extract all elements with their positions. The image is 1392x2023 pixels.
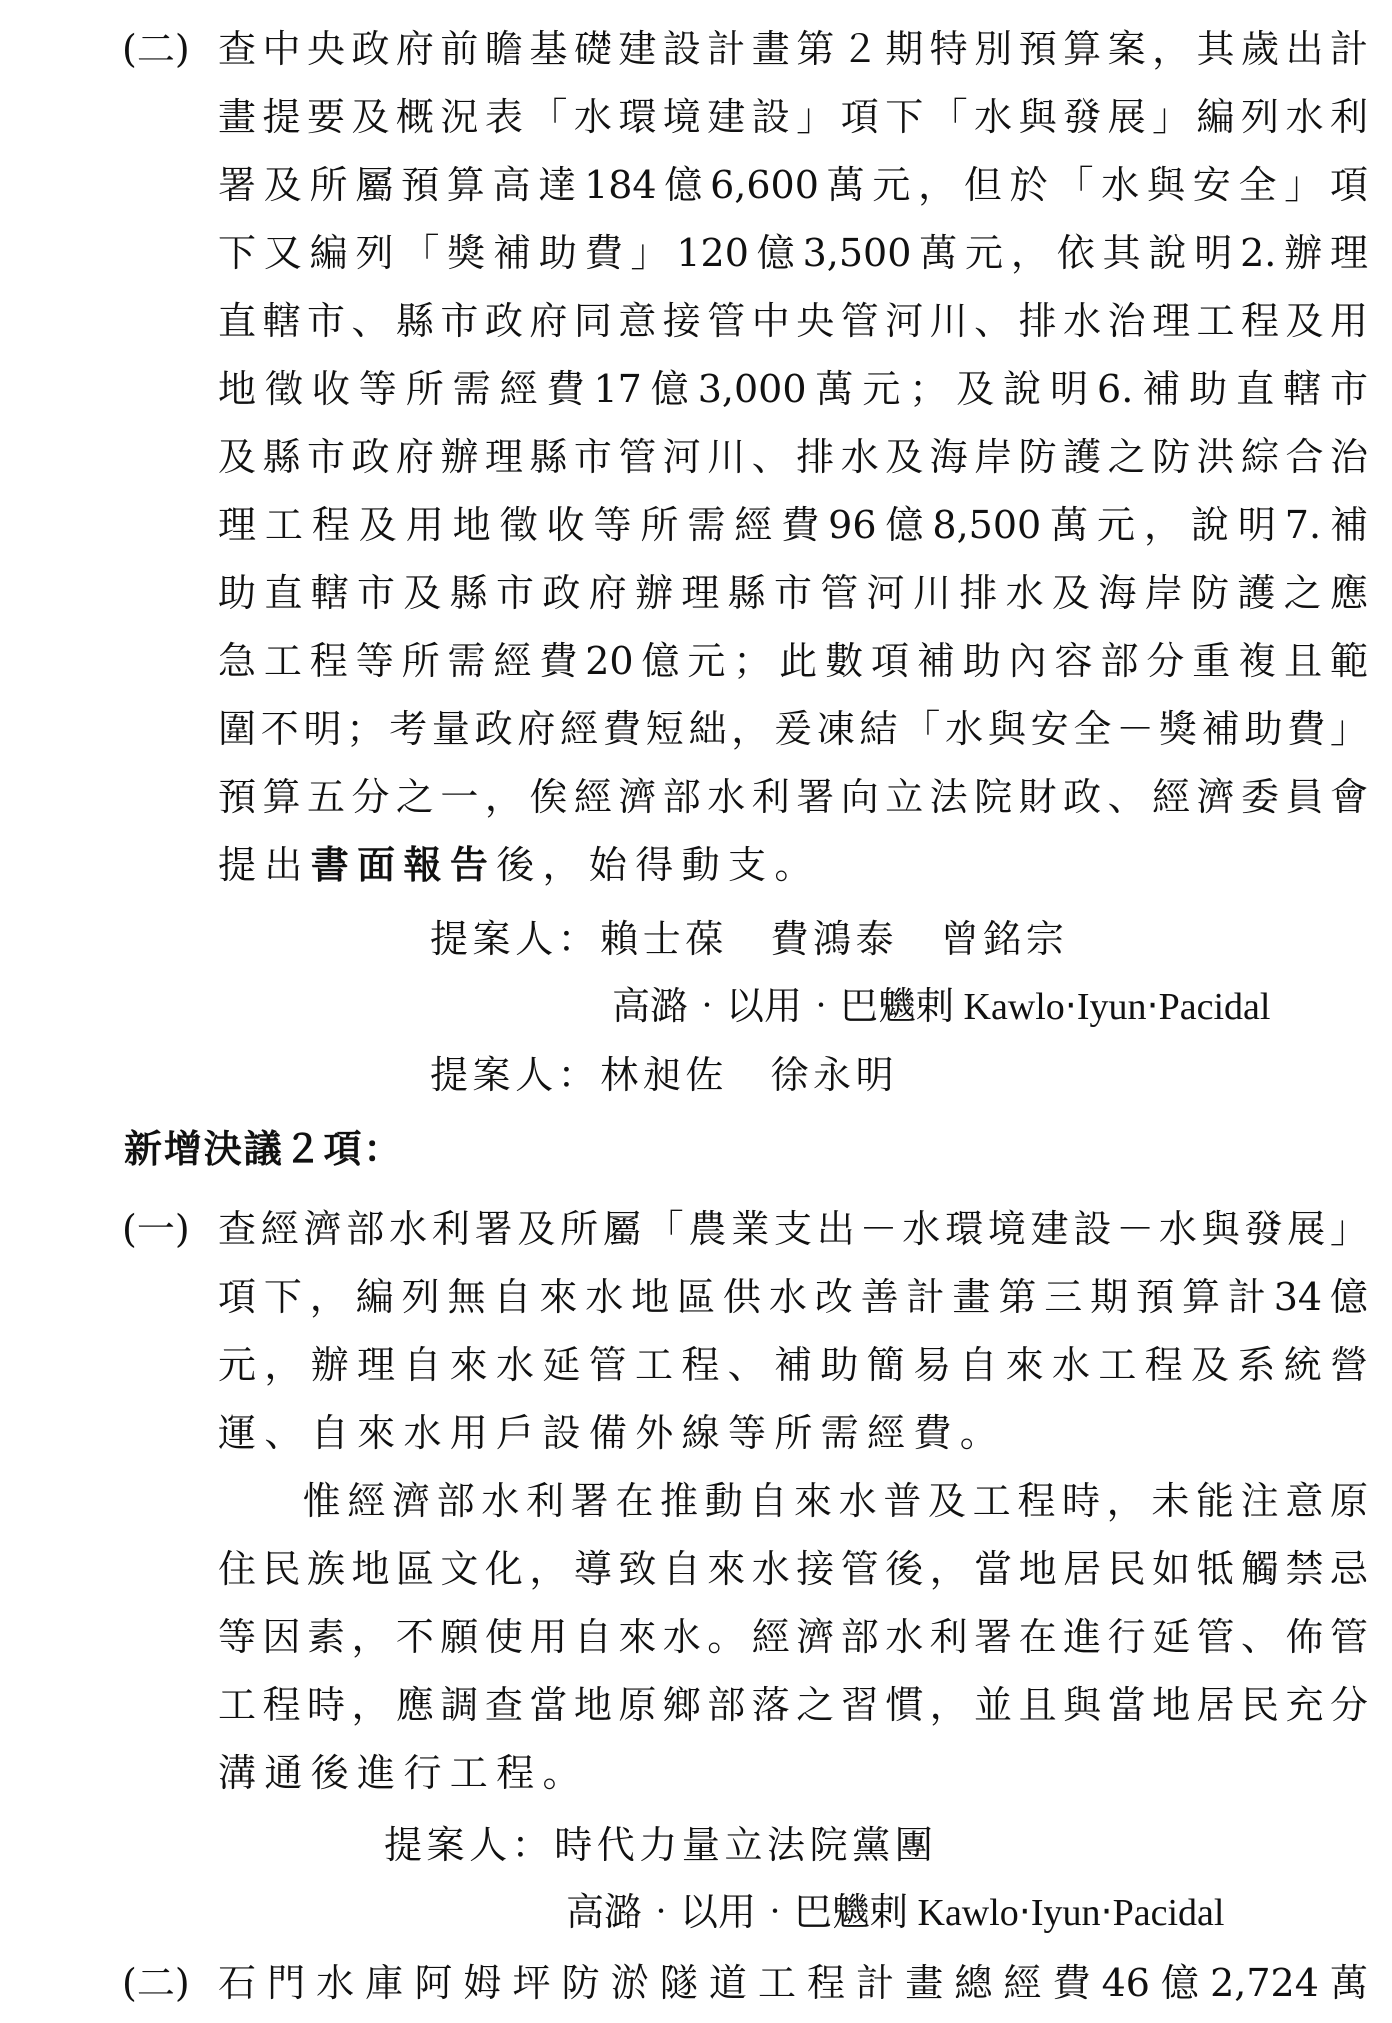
paragraph-line: 等因素，不願使用自來水。經濟部水利署在進行延管、佈管: [218, 1615, 1368, 1659]
cosigner-line: 高潞‧以用‧巴魕剌 Kawlo‧Iyun‧Pacidal: [612, 986, 1271, 1028]
paragraph-line: 助直轄市及縣市政府辦理縣市管河川排水及海岸防護之應: [218, 571, 1368, 615]
paragraph-line: 惟經濟部水利署在推動自來水普及工程時，未能注意原: [258, 1479, 1368, 1523]
proposer-line: 提案人：時代力量立法院黨團: [384, 1823, 938, 1867]
paragraph-line: 查經濟部水利署及所屬「農業支出－水環境建設－水與發展」: [218, 1207, 1368, 1251]
paragraph-line: 地徵收等所需經費17億3,000萬元；及說明6.補助直轄市: [218, 367, 1368, 411]
paragraph-line: 圍不明；考量政府經費短絀，爰凍結「水與安全－獎補助費」: [218, 707, 1368, 751]
paragraph-line: 直轄市、縣市政府同意接管中央管河川、排水治理工程及用: [218, 299, 1368, 343]
paragraph-line: 及縣市政府辦理縣市管河川、排水及海岸防護之防洪綜合治: [218, 435, 1368, 479]
paragraph-line: 工程時，應調查當地原鄉部落之習慣，並且與當地居民充分: [218, 1683, 1368, 1727]
item-marker: (一): [122, 1207, 190, 1251]
paragraph-line: 石門水庫阿姆坪防淤隧道工程計畫總經費46億2,724萬: [218, 1961, 1368, 2005]
proposer-line: 提案人：林昶佐 徐永明: [430, 1053, 899, 1097]
paragraph-line: 下又編列「獎補助費」120億3,500萬元，依其說明2.辦理: [218, 231, 1368, 275]
paragraph-line: 理工程及用地徵收等所需經費96億8,500萬元，說明7.補: [218, 503, 1368, 547]
paragraph-line: 項下，編列無自來水地區供水改善計畫第三期預算計34億: [218, 1275, 1368, 1319]
paragraph-line: 元，辦理自來水延管工程、補助簡易自來水工程及系統營: [218, 1343, 1368, 1387]
paragraph-line: 署及所屬預算高達184億6,600萬元，但於「水與安全」項: [218, 163, 1368, 207]
paragraph-line: [218, 832, 821, 898]
item-marker: (二): [122, 1961, 190, 2005]
paragraph-line: 急工程等所需經費20億元；此數項補助內容部分重複且範: [218, 639, 1368, 683]
paragraph-line: 運、自來水用戶設備外線等所需經費。: [218, 1411, 1007, 1455]
proposer-line: 提案人：賴士葆 費鴻泰 曾銘宗: [430, 917, 1069, 961]
cosigner-line: 高潞‧以用‧巴魕剌 Kawlo‧Iyun‧Pacidal: [566, 1892, 1225, 1934]
paragraph-line: 預算五分之一，俟經濟部水利署向立法院財政、經濟委員會: [218, 775, 1368, 819]
paragraph-line: 畫提要及概況表「水環境建設」項下「水與發展」編列水利: [218, 95, 1368, 139]
section-heading: 新增決議２項：: [124, 1126, 404, 1171]
paragraph-line: 查中央政府前瞻基礎建設計畫第２期特別預算案，其歲出計: [218, 27, 1368, 71]
paragraph-line: 溝通後進行工程。: [218, 1751, 589, 1795]
paragraph-line: 住民族地區文化，導致自來水接管後，當地居民如牴觸禁忌: [218, 1547, 1368, 1591]
bold-text-run: 書面報告: [310, 842, 497, 887]
item-marker: (二): [122, 27, 190, 71]
text-run: 後，始得動支。: [496, 843, 821, 887]
text-run: 提出: [218, 843, 311, 887]
